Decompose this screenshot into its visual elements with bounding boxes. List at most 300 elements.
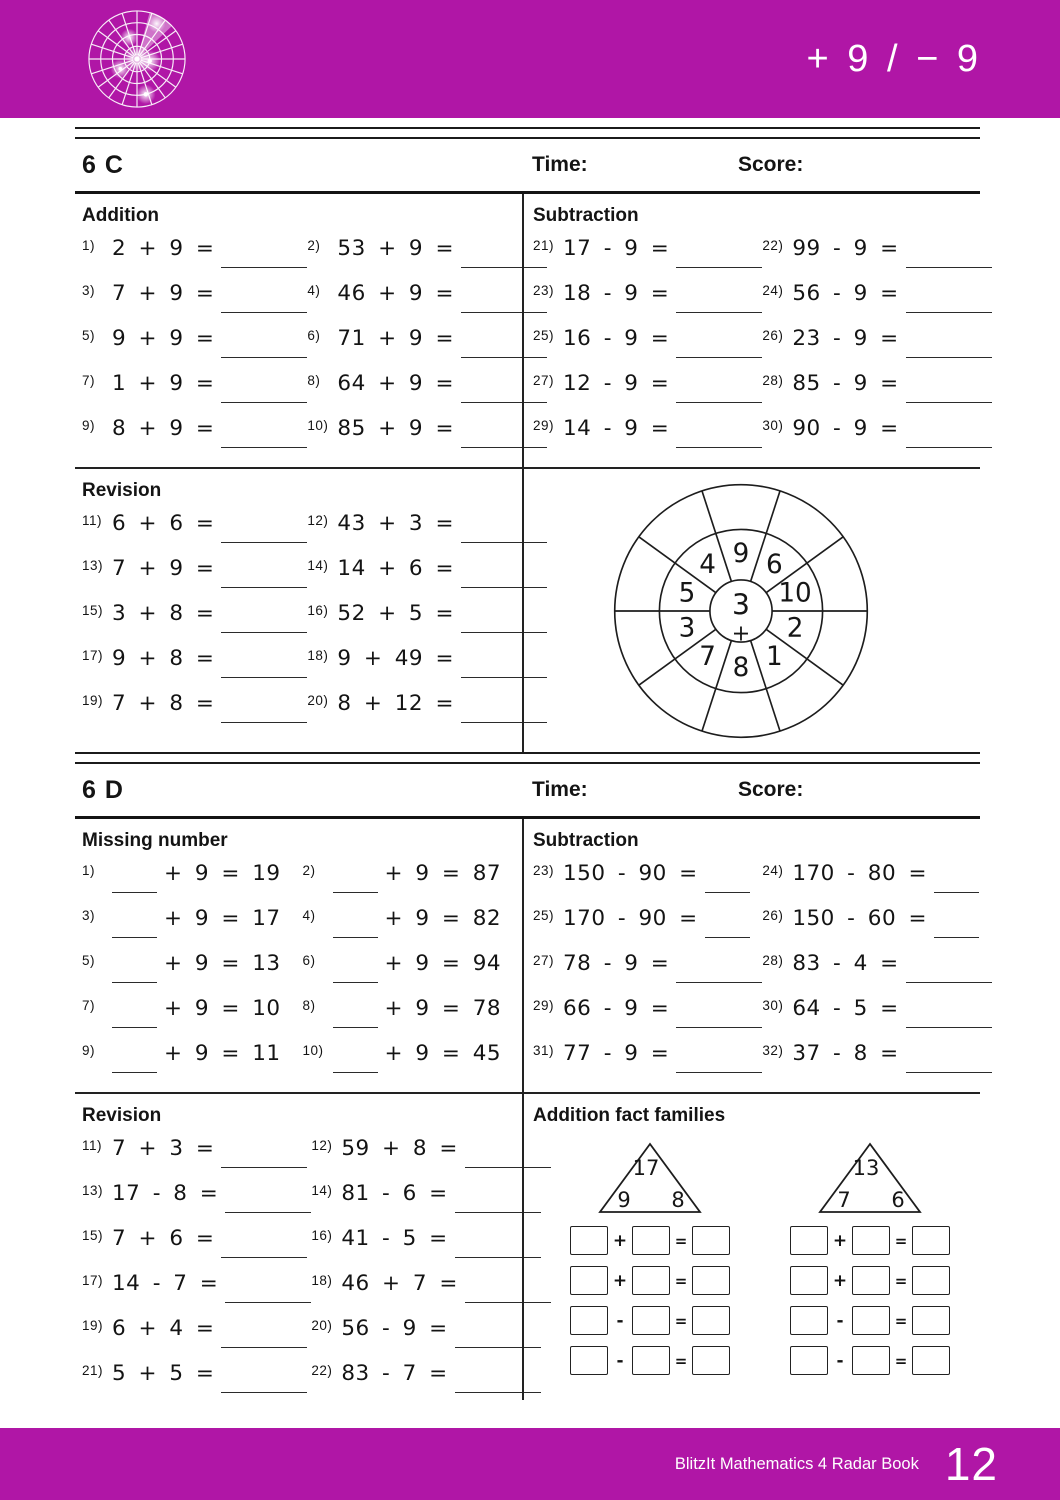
operator-sign: + xyxy=(612,1270,628,1291)
problem-number: 26) xyxy=(762,328,784,343)
problem-number: 27) xyxy=(533,953,555,968)
triangle-total: 13 xyxy=(852,1156,880,1180)
revision-column xyxy=(75,469,523,752)
answer-blank[interactable] xyxy=(676,280,762,313)
problem xyxy=(311,1267,551,1312)
page-number: 12 xyxy=(944,1438,998,1490)
problem-number: 1) xyxy=(82,238,96,253)
answer-blank[interactable] xyxy=(112,905,157,938)
triangle-addend-left: 7 xyxy=(837,1188,851,1212)
section-6c-top-row xyxy=(75,194,980,467)
problem-number: 23) xyxy=(533,863,555,878)
problem-list xyxy=(82,857,523,1082)
problem xyxy=(82,992,303,1037)
problem xyxy=(533,322,762,367)
answer-blank[interactable] xyxy=(333,995,378,1028)
problem xyxy=(307,552,547,597)
problem xyxy=(533,277,762,322)
problem-number: 12) xyxy=(311,1138,333,1153)
subtraction-column xyxy=(523,819,980,1092)
problem xyxy=(82,552,307,597)
score-label: Score: xyxy=(738,778,804,801)
problem xyxy=(82,1312,311,1357)
problem xyxy=(533,857,762,902)
problem xyxy=(303,902,524,947)
fact-triangle xyxy=(814,1141,926,1215)
answer-blank[interactable] xyxy=(705,905,750,938)
answer-blank[interactable] xyxy=(221,510,307,543)
problem-number: 19) xyxy=(82,1318,104,1333)
problem-number: 16) xyxy=(307,603,329,618)
problem-expression: 90 - 9 = xyxy=(792,416,899,441)
subtraction-column xyxy=(523,194,980,467)
problem-expression: 7 + 6 = xyxy=(112,1226,215,1251)
section-title: 6 D xyxy=(82,776,124,804)
problem xyxy=(311,1132,551,1177)
problem-expression: 3 + 8 = xyxy=(112,601,215,626)
fact-equation-row xyxy=(570,1226,730,1255)
fact-answer-box[interactable] xyxy=(912,1346,950,1375)
problem xyxy=(303,992,524,1037)
missing-number-column xyxy=(75,819,523,1092)
fact-family-list xyxy=(533,1141,980,1375)
problem-expression: + 9 = 82 xyxy=(384,906,502,931)
wheel-ring-number: 2 xyxy=(786,613,804,644)
problem xyxy=(307,642,547,687)
time-label: Time: xyxy=(532,153,588,176)
answer-blank[interactable] xyxy=(676,415,762,448)
problem-expression: 83 - 7 = xyxy=(341,1361,448,1386)
answer-blank[interactable] xyxy=(676,995,762,1028)
problem-number: 25) xyxy=(533,908,555,923)
section-header-6d xyxy=(75,764,980,816)
answer-blank[interactable] xyxy=(333,950,378,983)
answer-blank[interactable] xyxy=(906,280,992,313)
problem xyxy=(307,412,547,457)
problem-number: 32) xyxy=(762,1043,784,1058)
problem-expression: 81 - 6 = xyxy=(341,1181,448,1206)
problem xyxy=(82,1222,311,1267)
answer-blank[interactable] xyxy=(906,370,992,403)
wheel-ring-number: 10 xyxy=(778,578,812,609)
addition-wheel[interactable] xyxy=(603,475,879,747)
problem xyxy=(311,1312,551,1357)
wheel-ring-number: 6 xyxy=(766,550,783,581)
problem-expression: 37 - 8 = xyxy=(792,1041,899,1066)
problem-expression: + 9 = 94 xyxy=(384,951,502,976)
problem-expression: 150 - 90 = xyxy=(563,861,698,886)
problem xyxy=(82,232,307,277)
equals-sign: = xyxy=(894,1231,908,1250)
problem-number: 23) xyxy=(533,283,555,298)
answer-blank[interactable] xyxy=(112,995,157,1028)
problem-number: 10) xyxy=(307,418,329,433)
answer-blank[interactable] xyxy=(676,325,762,358)
equals-sign: = xyxy=(674,1271,688,1290)
wheel-center-number: 3 xyxy=(732,588,750,622)
column-heading: Revision xyxy=(82,1105,162,1126)
fact-answer-box[interactable] xyxy=(852,1226,890,1255)
problem-number: 13) xyxy=(82,558,104,573)
problem xyxy=(307,322,547,367)
fact-equation-row xyxy=(790,1346,950,1375)
problem xyxy=(82,1037,303,1082)
problem-expression: 7 + 9 = xyxy=(112,556,215,581)
problem-expression: 64 + 9 = xyxy=(337,371,454,396)
wheel-center-operator: + xyxy=(731,620,751,647)
divider xyxy=(75,752,980,764)
problem-expression: 53 + 9 = xyxy=(337,236,454,261)
problem-number: 13) xyxy=(82,1183,104,1198)
equals-sign: = xyxy=(894,1351,908,1370)
answer-blank[interactable] xyxy=(906,950,992,983)
wheel-ring-number: 8 xyxy=(732,652,750,683)
answer-blank[interactable] xyxy=(221,415,307,448)
problem-expression: 23 - 9 = xyxy=(792,326,899,351)
triangle-addend-right: 6 xyxy=(891,1188,905,1212)
problem-expression: 14 + 6 = xyxy=(337,556,454,581)
problem-number: 12) xyxy=(307,513,329,528)
fact-answer-box[interactable] xyxy=(692,1266,730,1295)
problem xyxy=(82,687,307,732)
problem xyxy=(307,597,547,642)
problem-number: 6) xyxy=(307,328,321,343)
problem xyxy=(303,947,524,992)
problem-number: 8) xyxy=(307,373,321,388)
problem-number: 3) xyxy=(82,908,96,923)
problem-expression: + 9 = 45 xyxy=(384,1041,502,1066)
operator-sign: - xyxy=(616,1310,624,1331)
fact-answer-box[interactable] xyxy=(632,1346,670,1375)
section-6d-top-row xyxy=(75,819,980,1092)
section-header-6c xyxy=(75,139,980,191)
fact-answer-box[interactable] xyxy=(912,1266,950,1295)
answer-blank[interactable] xyxy=(705,860,750,893)
problem-expression: 6 + 6 = xyxy=(112,511,215,536)
fact-answer-box[interactable] xyxy=(692,1346,730,1375)
problem-expression: 5 + 5 = xyxy=(112,1361,215,1386)
problem-number: 24) xyxy=(762,283,784,298)
answer-blank[interactable] xyxy=(333,905,378,938)
answer-blank[interactable] xyxy=(906,415,992,448)
section-6c-bottom-row xyxy=(75,469,980,752)
problem-expression: 64 - 5 = xyxy=(792,996,899,1021)
problem-expression: 14 - 9 = xyxy=(563,416,670,441)
answer-blank[interactable] xyxy=(221,325,307,358)
problem-expression: + 9 = 87 xyxy=(384,861,502,886)
problem-expression: + 9 = 78 xyxy=(384,996,502,1021)
answer-blank[interactable] xyxy=(333,860,378,893)
fact-answer-box[interactable] xyxy=(570,1346,608,1375)
problem-number: 20) xyxy=(307,693,329,708)
book-title: BlitzIt Mathematics 4 Radar Book xyxy=(674,1454,919,1473)
problem xyxy=(82,412,307,457)
problem xyxy=(82,902,303,947)
problem xyxy=(82,597,307,642)
problem-number: 27) xyxy=(533,373,555,388)
fact-family xyxy=(790,1141,950,1375)
problem-expression: 41 - 5 = xyxy=(341,1226,448,1251)
problem-expression: 16 - 9 = xyxy=(563,326,670,351)
answer-blank[interactable] xyxy=(676,950,762,983)
problem xyxy=(82,322,307,367)
fact-answer-box[interactable] xyxy=(570,1306,608,1335)
answer-blank[interactable] xyxy=(112,860,157,893)
problem xyxy=(307,277,547,322)
problem-number: 18) xyxy=(307,648,329,663)
problem-number: 14) xyxy=(307,558,329,573)
problem-expression: 9 + 49 = xyxy=(337,646,454,671)
answer-blank[interactable] xyxy=(221,1315,307,1348)
problem-expression: 83 - 4 = xyxy=(792,951,899,976)
problem xyxy=(303,857,524,902)
problem xyxy=(82,277,307,322)
problem xyxy=(762,322,991,367)
equals-sign: = xyxy=(674,1311,688,1330)
fact-answer-box[interactable] xyxy=(790,1266,828,1295)
problem xyxy=(307,232,547,277)
fact-answer-box[interactable] xyxy=(912,1306,950,1335)
problem xyxy=(82,947,303,992)
answer-blank[interactable] xyxy=(934,905,979,938)
problem-expression: + 9 = 17 xyxy=(164,906,281,931)
problem xyxy=(82,1267,311,1312)
problem-expression: 7 + 8 = xyxy=(112,691,215,716)
problem-expression: 66 - 9 = xyxy=(563,996,670,1021)
problem-number: 4) xyxy=(302,908,316,923)
fact-answer-box[interactable] xyxy=(912,1226,950,1255)
wheel-ring-number: 4 xyxy=(699,550,716,581)
fact-answer-box[interactable] xyxy=(852,1346,890,1375)
problem xyxy=(82,1357,311,1402)
problem-number: 15) xyxy=(82,603,104,618)
page-footer xyxy=(0,1428,1060,1500)
operator-sign: - xyxy=(836,1350,844,1371)
answer-blank[interactable] xyxy=(221,600,307,633)
answer-blank[interactable] xyxy=(221,1135,307,1168)
problem-expression: 99 - 9 = xyxy=(792,236,899,261)
problem xyxy=(311,1222,551,1267)
answer-blank[interactable] xyxy=(906,325,992,358)
problem-expression: 9 + 8 = xyxy=(112,646,215,671)
answer-blank[interactable] xyxy=(906,235,992,268)
answer-blank[interactable] xyxy=(112,1040,157,1073)
problem-number: 2) xyxy=(307,238,321,253)
problem-expression: 8 + 9 = xyxy=(112,416,215,441)
problem-expression: 170 - 80 = xyxy=(792,861,927,886)
problem-number: 7) xyxy=(82,373,96,388)
problem xyxy=(762,1037,991,1082)
fact-answer-box[interactable] xyxy=(852,1266,890,1295)
problem-expression: 59 + 8 = xyxy=(341,1136,458,1161)
fact-answer-box[interactable] xyxy=(790,1346,828,1375)
problem-number: 11) xyxy=(82,1138,103,1153)
problem-expression: 12 - 9 = xyxy=(563,371,670,396)
triangle-total: 17 xyxy=(632,1156,660,1180)
fact-equation-row xyxy=(790,1266,950,1295)
problem-list xyxy=(82,507,523,732)
problem-expression: + 9 = 10 xyxy=(164,996,281,1021)
fact-equation-row xyxy=(790,1226,950,1255)
fact-answer-box[interactable] xyxy=(570,1266,608,1295)
problem xyxy=(307,367,547,412)
operator-sign: - xyxy=(836,1310,844,1331)
problem-expression: 6 + 4 = xyxy=(112,1316,215,1341)
answer-blank[interactable] xyxy=(934,860,979,893)
radar-logo-icon xyxy=(86,7,188,111)
equals-sign: = xyxy=(674,1231,688,1250)
problem xyxy=(533,412,762,457)
fact-answer-box[interactable] xyxy=(790,1226,828,1255)
problem xyxy=(533,1037,762,1082)
problem xyxy=(533,902,762,947)
score-label: Score: xyxy=(738,153,804,176)
column-heading: Subtraction xyxy=(533,830,639,851)
problem-expression: + 9 = 19 xyxy=(164,861,281,886)
problem-expression: + 9 = 11 xyxy=(164,1041,281,1066)
problem xyxy=(82,642,307,687)
answer-blank[interactable] xyxy=(221,555,307,588)
answer-blank[interactable] xyxy=(225,1180,311,1213)
problem-number: 19) xyxy=(82,693,104,708)
problem-number: 9) xyxy=(82,418,96,433)
problem-expression: 52 + 5 = xyxy=(337,601,454,626)
problem-number: 22) xyxy=(311,1363,333,1378)
problem-list xyxy=(533,232,980,457)
operator-sign: + xyxy=(832,1270,848,1291)
addition-wheel-svg xyxy=(603,475,879,747)
problem-number: 15) xyxy=(82,1228,104,1243)
problem-number: 5) xyxy=(82,953,96,968)
answer-blank[interactable] xyxy=(676,235,762,268)
wheel-ring-number: 9 xyxy=(732,539,750,570)
fact-equation-row xyxy=(570,1306,730,1335)
answer-blank[interactable] xyxy=(221,1360,307,1393)
problem-number: 29) xyxy=(533,418,555,433)
fact-answer-box[interactable] xyxy=(632,1266,670,1295)
answer-blank[interactable] xyxy=(221,690,307,723)
problem xyxy=(311,1357,551,1402)
column-heading: Missing number xyxy=(82,830,228,851)
problem-expression: 1 + 9 = xyxy=(112,371,215,396)
fact-triangle xyxy=(594,1141,706,1215)
problem-number: 28) xyxy=(762,953,784,968)
problem xyxy=(762,412,991,457)
problem xyxy=(82,1177,311,1222)
divider xyxy=(75,127,980,139)
column-heading: Subtraction xyxy=(533,205,639,226)
revision-column xyxy=(75,1094,523,1406)
problem xyxy=(533,232,762,277)
answer-blank[interactable] xyxy=(112,950,157,983)
fact-answer-box[interactable] xyxy=(790,1306,828,1335)
problem-expression: + 9 = 13 xyxy=(164,951,281,976)
wheel-ring-number: 1 xyxy=(766,641,783,672)
triangle-addend-left: 9 xyxy=(617,1188,631,1212)
problem-number: 9) xyxy=(82,1043,96,1058)
problem-number: 28) xyxy=(762,373,784,388)
triangle-addend-right: 8 xyxy=(671,1188,685,1212)
problem-number: 8) xyxy=(302,998,316,1013)
column-heading: Addition fact families xyxy=(533,1105,726,1126)
fact-family xyxy=(570,1141,730,1375)
page-header xyxy=(0,0,1060,118)
problem-expression: 8 + 12 = xyxy=(337,691,454,716)
fact-equation-row xyxy=(570,1266,730,1295)
problem-expression: 150 - 60 = xyxy=(792,906,927,931)
problem xyxy=(82,857,303,902)
worksheet xyxy=(75,127,980,1406)
problem-expression: 7 + 3 = xyxy=(112,1136,215,1161)
problem-number: 24) xyxy=(762,863,784,878)
answer-blank[interactable] xyxy=(906,995,992,1028)
problem-number: 14) xyxy=(311,1183,333,1198)
problem-number: 18) xyxy=(311,1273,333,1288)
fact-answer-box[interactable] xyxy=(692,1226,730,1255)
problem-expression: 85 + 9 = xyxy=(337,416,454,441)
problem xyxy=(762,277,991,322)
answer-blank[interactable] xyxy=(225,1270,311,1303)
problem xyxy=(82,507,307,552)
answer-blank[interactable] xyxy=(676,370,762,403)
problem-list xyxy=(82,232,523,457)
section-title: 6 C xyxy=(82,151,124,179)
fact-answer-box[interactable] xyxy=(632,1226,670,1255)
problem-number: 21) xyxy=(533,238,555,253)
problem xyxy=(82,1132,311,1177)
problem-number: 2) xyxy=(302,863,316,878)
problem-number: 5) xyxy=(82,328,96,343)
answer-blank[interactable] xyxy=(221,645,307,678)
problem-expression: 9 + 9 = xyxy=(112,326,215,351)
problem-expression: 78 - 9 = xyxy=(563,951,670,976)
fact-answer-box[interactable] xyxy=(852,1306,890,1335)
equals-sign: = xyxy=(674,1351,688,1370)
problem xyxy=(82,367,307,412)
problem-expression: 46 + 7 = xyxy=(341,1271,458,1296)
wheel-ring-number: 7 xyxy=(699,641,716,672)
answer-blank[interactable] xyxy=(676,1040,762,1073)
problem-number: 4) xyxy=(307,283,321,298)
problem-number: 25) xyxy=(533,328,555,343)
answer-blank[interactable] xyxy=(221,370,307,403)
answer-blank[interactable] xyxy=(221,1225,307,1258)
answer-blank[interactable] xyxy=(906,1040,992,1073)
operator-sign: - xyxy=(616,1350,624,1371)
answer-blank[interactable] xyxy=(221,235,307,268)
fact-answer-box[interactable] xyxy=(692,1306,730,1335)
problem xyxy=(307,687,547,732)
problem xyxy=(533,992,762,1037)
problem-number: 1) xyxy=(82,863,96,878)
answer-blank[interactable] xyxy=(221,280,307,313)
answer-blank[interactable] xyxy=(333,1040,378,1073)
problem-expression: 85 - 9 = xyxy=(792,371,899,396)
problem-number: 30) xyxy=(762,998,784,1013)
fact-equation-row xyxy=(790,1306,950,1335)
wheel-ring-number: 3 xyxy=(678,613,696,644)
fact-answer-box[interactable] xyxy=(632,1306,670,1335)
fact-answer-box[interactable] xyxy=(570,1226,608,1255)
column-heading: Addition xyxy=(82,205,160,226)
problem-expression: 17 - 9 = xyxy=(563,236,670,261)
equals-sign: = xyxy=(894,1271,908,1290)
problem-number: 11) xyxy=(82,513,103,528)
fact-families-panel xyxy=(523,1094,980,1406)
problem xyxy=(762,902,991,947)
wheel-ring-number: 5 xyxy=(678,578,696,609)
worksheet-skill-title: + 9 / − 9 xyxy=(806,37,982,80)
